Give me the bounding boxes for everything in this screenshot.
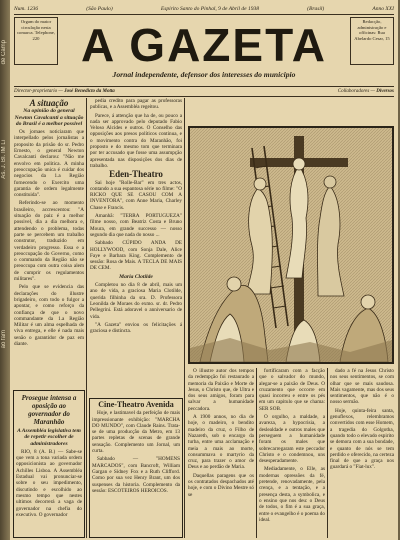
column-paixao [259, 368, 325, 538]
maranhao-paragraph: RIO, 8 (A. B.) — Sabe-se que vem a tona variada ordem opposicionista ao governador Achilles Lisboa. A Assembléa Estadual vai pronunciar-se sobre o seu impedimento, discutindo e escolhido ao mesmo tempo que nestes ultimos decorrerá a vaga de governador na chefia do executivo. O governador [16, 448, 82, 518]
newspaper-title: A GAZETA [81, 19, 327, 71]
city: (São Paulo) [86, 6, 113, 12]
redempcao-paragraph: Daquellas paragens que os os contratados despachados até hoje, e com o Divino Mestre só se [188, 472, 254, 498]
right-ear-text: Redacção, administração e officinas: Rua Abelardo Cesar, 15 [354, 19, 390, 41]
issue-number: Num. 1236 [14, 6, 39, 12]
column-maranhao [16, 392, 82, 536]
situacao-paragraph: Pelo que se evidencia das declarações do illustre brigadeiro, com todo o fulgor a apontar, e como reforço da confiança de que o novo commandante da 1.a Região Militar é um alma espelhada de viva entrega, e elle é nada mais senão o garantidor de paz em diante. [14, 284, 84, 347]
right-ear-box [350, 17, 394, 65]
dateline [14, 4, 394, 15]
paixao-paragraph: Mediadamente, o Elle, as modernas opressões da fé, pretende, renovadamente, pela crença, e a tentação, e a presença desta, a symbolica, e o ensino que nos deu: o Deus de todos, o fim é a sua graça, entre o evangelho é o poema do ideal. [259, 466, 325, 523]
column-rule [86, 98, 87, 538]
newspaper-subtitle: Jornal independente, defensor dos interesses do municipio [112, 70, 296, 79]
eden-paragraph: Amanhã: "TERRA PORTUGUEZA" filme nosso, com Beatriz Costa e Bruno Moura, em grande successo — nosso segundo dia que nada do nosso ... [90, 213, 182, 238]
maranhao-subhead: A Assembléa legislativa tem de repetir escolher de administradores [17, 428, 81, 447]
director-credit: Director-proprietario — José Benedicto da Motta [14, 89, 115, 94]
situacao-heading: A situação [29, 98, 69, 108]
eden-paragraph: Sai hoje "Rolle-Bar" em tres actos, contando a sua espantosa série no filme: "O RICKO QUE SE CASOU COM A INVENTORA", com Anne Maria, Charley Chase e Francis. [90, 179, 182, 211]
redempcao-paragraph: O illustre autor dos tempos da redempção foi restaurado a memoria da Paixão e Morte de Jesus, o Christo que, de Ultra e dos seus amigos, foram para salvar a humanidade peccadora. [188, 368, 254, 412]
crucifixion-illustration [190, 128, 392, 362]
edge-fragment: ao fam [1, 330, 7, 349]
sermao-paragraph: dado a fé na Jesus Christo nos seus sentimentos, se com olhar que se mais saudosa. Mais vagamente, mas dos seus sentimentos, que não é o nosso sermão. [330, 368, 394, 406]
edge-fragment: As. J. BI. IM Li [1, 140, 7, 179]
obituary-heading: Maria Clotilde [119, 273, 153, 280]
obituary-paragraph: Completou no dia 8 de abril, mais um ano de vida, a graciosa Maria Clotilde, querida filhinha da sra. D. Professora Leonilda de Moraes do exmo. sr. dr. Pedro Pellegrini. Está adoravel o anniversario de vida. [90, 282, 182, 320]
eden-heading: Eden-Theatro [109, 169, 163, 180]
newspaper-page [10, 0, 398, 540]
column-rule [256, 368, 257, 538]
country: (Brasil) [307, 6, 325, 12]
column-redempcao [188, 368, 254, 538]
year: Anno XXI [372, 6, 394, 12]
staff-line [14, 86, 394, 97]
director-name: José Benedicto da Motta [64, 89, 115, 94]
sermao-paragraph: Hoje, quinta-feira santa, genuflexos, relembramos convertidos com esse Homem, a tragedia do Golgotha, quando todo o elevado espirito se demora com a sua bondade, e quanto de nós se tem perdido e oferecido, na certeza final de que a graça nos guardará o "Fiat-lux". [330, 407, 394, 471]
assembly-paragraph: pedia credito para pagar as professoras publicas, e a Assembléa regeitou. [90, 98, 182, 111]
column-situacao [14, 98, 84, 388]
masthead [60, 20, 348, 82]
column-rule [327, 368, 328, 538]
paixao-paragraph: fortificaram com a facção que o salvador do mundo, alegar-se a paixão de Deus. O cruzamento que occorre em quasi incorreu e entre os pés em um capitulo que se chama: SER SOB. [259, 368, 325, 412]
assembly-paragraph: Parece, á attenção que ha de, ou pouco a nada ser approvado pelo deputado Fabio Veloso Alcides e outros. O Conselho das opposições aos presos políticos continua, e o movimento contra do Maranhão, foi proposto e do mesmo tom que terminara por ter accusado que fosse uma assumpção apresentada nas disposições dos dias de trabalho. [90, 112, 182, 169]
edge-fragment: de Camp [1, 40, 7, 65]
collaborators-label: Collaboradores [337, 89, 370, 94]
situacao-lead: Na opinião do general Newton Cavalcanti a situação do Brasil é a melhor possivel [14, 108, 84, 127]
collaborators-name: Diversos [376, 89, 394, 94]
avenida-paragraph: Hoje, e lastimavel da perfeição de mais impressionante exhibição: "MARCHA DO MUNDO", com Claude Rains. Trata-se de uma producção da Metro, em 13 partes repletas de scenas de grande sensação. Complemento um Jornal, um curta. [92, 410, 180, 455]
avenida-heading: Cine-Theatro Avenida [98, 400, 174, 409]
redempcao-paragraph: A 1900 annos, no dia de hoje, o madeiro, o bendito madeiro da cruz, o Filho de Nazareth, sob o encargo da turba, entre uma acclamação e meia a mais ao morte, consummava o martyrio da cruz, para trazer o amor de Deus e ao perdão de Maria. [188, 414, 254, 471]
column-eden [90, 98, 182, 393]
column-rule [184, 98, 185, 538]
eden-paragraph: Sabbado CÚPIDO ANDA DE HOLLYWOOD, com Sonja Dale, Alice Faye e Barbara King. Complemento de sessão: Rosa de Mais. A TECLA DE MAIS DE CEM. [90, 240, 182, 272]
place-date: Espirito Santo do Pinhal, 9 de Abril de 1938 [160, 6, 259, 12]
director-label: Director-proprietario [14, 89, 58, 94]
situacao-paragraph: Referindo-se ao momento brasileiro, accrescentou: "A situação do paiz é a melhor possivel, dia a dia melhora e, attendendo o problema, todas parte se percebem um trabalho construtor, traduzido em verdadeiro progresso. Essa e a preoccupação do Governo, como o commando da Região não se preoccupa com outra coisa alem de cumprir os regulamentos militares". [14, 200, 84, 283]
left-ear-box [14, 17, 58, 65]
collaborators-credit: Collaboradores — Diversos [337, 89, 394, 94]
adjacent-page-edge [0, 0, 10, 540]
crucifixion-engraving [188, 126, 394, 364]
maranhao-heading: Prosegue intensa a oposição ao governador do Maranhão [21, 394, 77, 426]
obituary-paragraph: "A Gazeta" enviou os felicitações á graciosa e distincta. [90, 321, 182, 335]
left-ear-text: Orgam do maior circulação nesta comarca. Telephone, 220 [17, 19, 55, 41]
column-sermao [330, 368, 394, 538]
avenida-paragraph: Sabbado — "HOMENS MARCADOS", com Bancroft, William Gargan e Sidney Fox e a Ruth Clifford. Como por sua vez Henry Brant, um dos suspenses da historia. Complemento da sessão: ESCOTEIROS HEROICOS. [92, 456, 180, 494]
paixao-paragraph: O orgulho, a maldade, a avareza, a hypocrisia, a deslealdade e outros males que perseguem a humanidade foram os males que sobrecarregaram este peccador Christo e o condemnou, uns desesperadamente. [259, 414, 325, 465]
situacao-paragraph: Os jornaes noticiaram que interpellado pelos jornalistas a proposito da prisão do sr. Pedro Ernesto, o general Newton Cavalcanti declarou: "Não me envolvo em politica. A minha preoccupação unica é cuidar dos negocios da 1.a Região fornecendo o Exercito uma garantia de ordem legalmente constituida". [14, 129, 84, 199]
column-avenida [92, 400, 180, 536]
